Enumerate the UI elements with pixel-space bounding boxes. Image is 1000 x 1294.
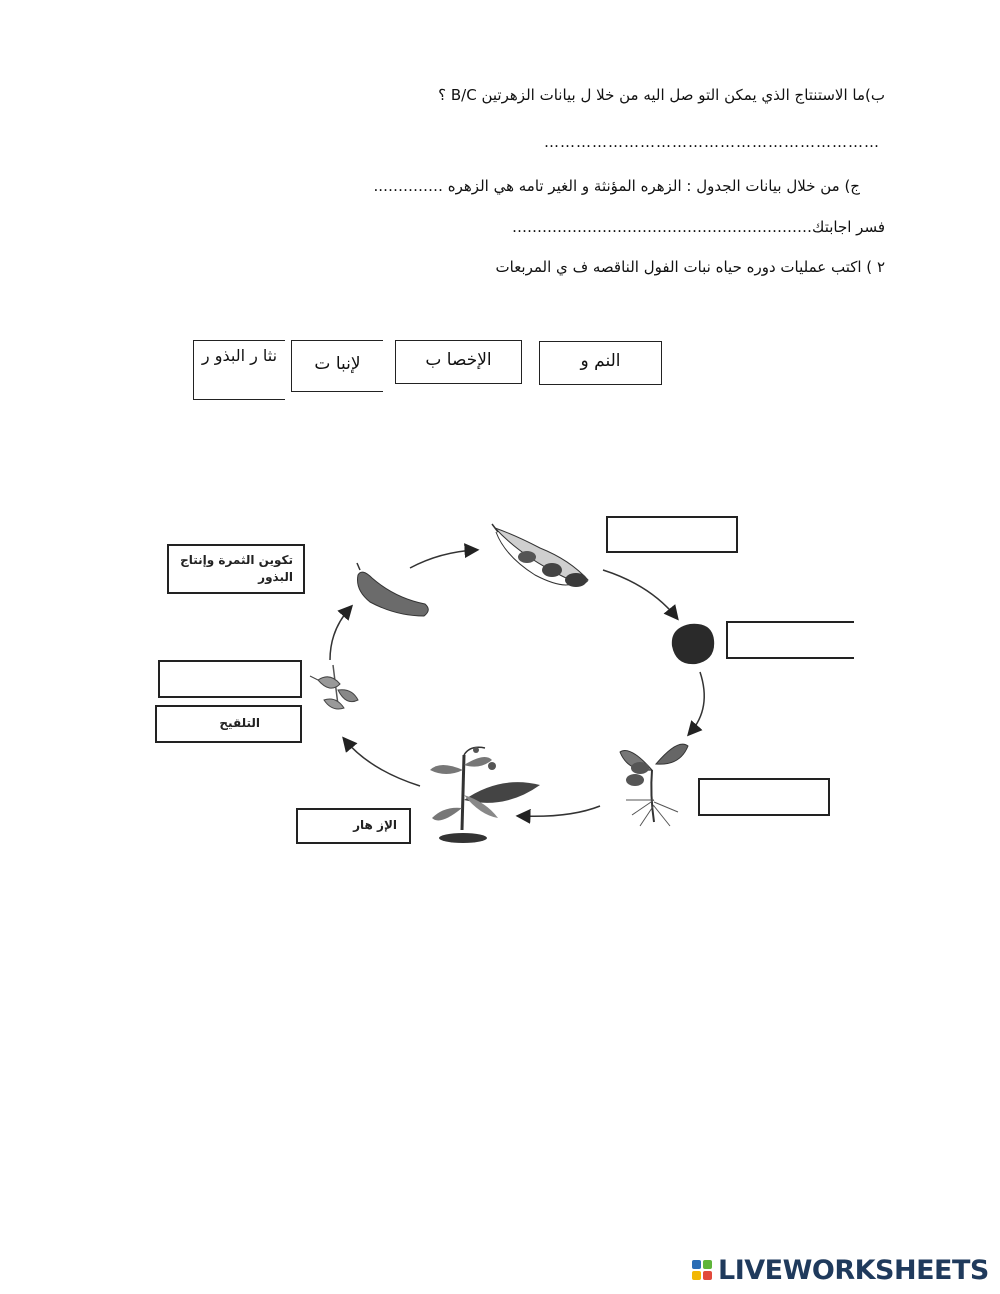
arrow-seed-to-seedling (690, 672, 704, 733)
arrow-plant-to-flower (345, 740, 420, 786)
label-fruit-formation (167, 544, 305, 594)
word-label-seed-dispersal: نثا ر البذو ر (201, 346, 278, 365)
bean-seed-icon (672, 624, 714, 664)
liveworksheets-logo-icon (692, 1260, 712, 1280)
word-label-fertilization: الإخصا ب (425, 350, 492, 370)
arrow-open-pod-to-seed (603, 570, 676, 617)
label-fruit-formation-text: تكوين الثمرة وإنتاج البذور (180, 553, 293, 584)
word-label-germination: لإنبا ت (314, 354, 361, 374)
open-pod-icon (492, 524, 588, 587)
answer-box-flower[interactable] (158, 660, 302, 698)
label-flowering-text: الإز هار (353, 818, 397, 832)
label-pollination (155, 705, 302, 743)
answer-box-seed[interactable] (726, 621, 854, 659)
question-c-explain: فسر اجابتك…………………………………………………… (512, 218, 885, 236)
answer-line-b[interactable]: ……………………………………………………… (544, 133, 880, 151)
seedling-icon (620, 744, 688, 826)
answer-box-top-right[interactable] (606, 516, 738, 553)
arrow-flower-to-pod (330, 608, 350, 660)
question-c: ج) من خلال بيانات الجدول : الزهره المؤنثة و الغير تامه هي الزهره ………….. (373, 177, 860, 195)
liveworksheets-brand-text: LIVEWORKSHEETS (718, 1254, 989, 1286)
answer-box-seedling[interactable] (698, 778, 830, 816)
word-label-growth: النم و (580, 351, 621, 371)
label-pollination-text: التلقيح (219, 716, 260, 730)
question-b: ب)ما الاستنتاج الذي يمكن التو صل اليه من خلا ل بيانات الزهرتين B/C ؟ (438, 86, 885, 104)
arrow-pod-to-open-pod (410, 550, 475, 568)
flowering-plant-icon (430, 747, 540, 843)
arrow-seedling-to-flowering-plant (520, 806, 600, 816)
label-flowering (296, 808, 411, 844)
liveworksheets-logo[interactable] (692, 1255, 989, 1285)
bean-flower-icon (310, 665, 358, 709)
closed-pod-icon (357, 563, 428, 616)
question-2: ٢ ) اكتب عمليات دوره حياه نبات الفول الناقصه ف ي المربعات (495, 258, 885, 276)
